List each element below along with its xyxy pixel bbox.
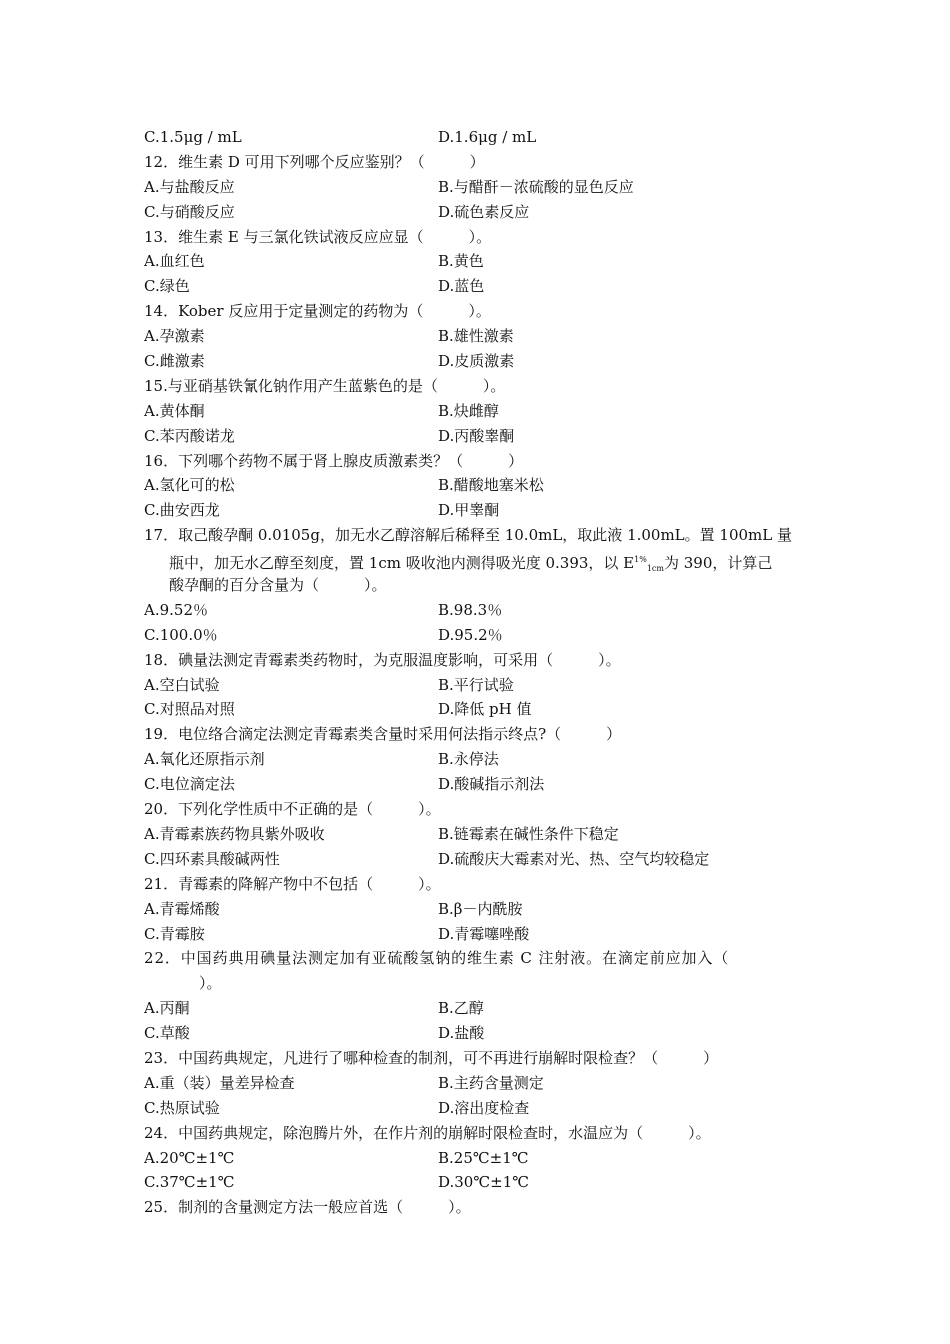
option-d: D.甲睾酮 (438, 501, 500, 520)
option-b: B.主药含量测定 (438, 1073, 544, 1092)
option-row (144, 324, 810, 349)
option-d: D.酸碱指示剂法 (438, 775, 545, 794)
option-a: A.空白试验 (144, 675, 220, 694)
option-d: D.皮质激素 (438, 352, 515, 371)
option-d: D.溶出度检查 (438, 1098, 530, 1117)
option-row (144, 1021, 810, 1046)
option-a: A.黄体酮 (144, 401, 205, 420)
superscript: 1% (634, 555, 647, 565)
question-23-stem: 23．中国药典规定，凡进行了哪种检查的制剂，可不再进行崩解时限检查？（ ） (144, 1048, 719, 1067)
option-row (144, 399, 810, 424)
option-row (144, 249, 810, 274)
option-row (144, 200, 810, 225)
option-row (144, 772, 810, 797)
question-17-stem-line-2 (144, 548, 810, 573)
option-c: C.青霉胺 (144, 924, 205, 943)
question-14-stem: 14．Kober 反应用于定量测定的药物为（ ）。 (144, 302, 491, 321)
option-a: A.20℃±1℃ (144, 1148, 235, 1167)
option-c: C.四环素具酸碱两性 (144, 849, 280, 868)
option-d: D.95.2％ (438, 625, 503, 644)
stem-text: 瓶中，加无水乙醇至刻度，置 1cm 吸收池内测得吸光度 0.393，以 E (169, 554, 635, 573)
option-row (144, 697, 810, 722)
option-c: C.草酸 (144, 1024, 190, 1043)
question-18-stem: 18．碘量法测定青霉素类药物时，为克服温度影响，可采用（ ）。 (144, 650, 621, 669)
option-b: B.醋酸地塞米松 (438, 476, 544, 495)
option-a: A.丙酮 (144, 999, 190, 1018)
option-a: A.血红色 (144, 252, 205, 271)
option-row (144, 1170, 810, 1195)
option-b: B.25℃±1℃ (438, 1148, 529, 1167)
option-c: C.电位滴定法 (144, 775, 235, 794)
option-row (144, 1071, 810, 1096)
option-a: A.9.52％ (144, 600, 208, 619)
option-b: B.平行试验 (438, 675, 514, 694)
question-22-stem-line-2: ）。 (169, 974, 222, 993)
question-15-stem: 15.与亚硝基铁氰化钠作用产生蓝紫色的是（ ）。 (144, 376, 506, 395)
option-c: C.对照品对照 (144, 700, 235, 719)
option-row (144, 747, 810, 772)
option-c: C.100.0％ (144, 625, 218, 644)
option-c: C.37℃±1℃ (144, 1173, 235, 1192)
option-c: C.绿色 (144, 277, 190, 296)
option-b: B.雄性激素 (438, 327, 514, 346)
option-b: B.永停法 (438, 750, 499, 769)
stem-text: 为 390，计算己 (664, 554, 773, 573)
option-a: A.孕激素 (144, 327, 205, 346)
exam-page (144, 125, 810, 1220)
option-a: A.重（装）量差异检查 (144, 1073, 295, 1092)
option-c: C.曲安西龙 (144, 501, 220, 520)
option-row (144, 175, 810, 200)
option-row (144, 623, 810, 648)
option-d: D.硫酸庆大霉素对光、热、空气均较稳定 (438, 849, 710, 868)
option-row (144, 996, 810, 1021)
option-b: B.与醋酐－浓硫酸的显色反应 (438, 177, 634, 196)
option-c: C.雌激素 (144, 352, 205, 371)
option-row (144, 922, 810, 947)
question-13-stem: 13．维生素 E 与三氯化铁试液反应应显（ ）。 (144, 227, 492, 246)
option-d: D.盐酸 (438, 1024, 485, 1043)
option-d: D.丙酸睾酮 (438, 426, 515, 445)
option-b: B.炔雌醇 (438, 401, 499, 420)
option-row (144, 822, 810, 847)
option-b: B.链霉素在碱性条件下稳定 (438, 824, 619, 843)
option-b: B.黄色 (438, 252, 484, 271)
option-a: A.氧化还原指示剂 (144, 750, 265, 769)
question-12-stem: 12．维生素 D 可用下列哪个反应鉴别？（ ） (144, 152, 485, 171)
option-d: D.1.6μg / mL (438, 128, 537, 146)
option-b: B.98.3％ (438, 600, 503, 619)
question-24-stem: 24．中国药典规定，除泡腾片外，在作片剂的崩解时限检查时，水温应为（ ）。 (144, 1123, 711, 1142)
option-row (144, 673, 810, 698)
option-row (144, 349, 810, 374)
option-a: A.与盐酸反应 (144, 177, 235, 196)
question-21-stem: 21．青霉素的降解产物中不包括（ ）。 (144, 874, 441, 893)
option-c: C.与硝酸反应 (144, 202, 235, 221)
subscript: 1cm (646, 564, 664, 574)
option-row (144, 897, 810, 922)
option-row (144, 598, 810, 623)
question-25-stem: 25．制剂的含量测定方法一般应首选（ ）。 (144, 1198, 471, 1217)
question-20-stem: 20．下列化学性质中不正确的是（ ）。 (144, 800, 441, 819)
option-d: D.青霉噻唑酸 (438, 924, 530, 943)
option-d: D.蓝色 (438, 277, 485, 296)
option-d: D.硫色素反应 (438, 202, 530, 221)
option-d: D.降低 pH 值 (438, 700, 532, 719)
question-17-stem-line-3: 酸孕酮的百分含量为（ ）。 (169, 576, 387, 595)
question-17-stem-line-1: 17．取己酸孕酮 0.0105g，加无水乙醇溶解后稀释至 10.0mL，取此液 1.00mL。置 100mL 量 (144, 526, 792, 545)
option-a: A.青霉素族药物具紫外吸收 (144, 824, 325, 843)
option-a: A.氢化可的松 (144, 476, 235, 495)
question-22-stem-line-1: 22．中国药典用碘量法测定加有亚硫酸氢钠的维生素 C 注射液。在滴定前应加入（ (144, 949, 730, 968)
option-row (144, 125, 810, 150)
option-row (144, 473, 810, 498)
option-d: D.30℃±1℃ (438, 1173, 530, 1192)
option-c: C.苯丙酸诺龙 (144, 426, 235, 445)
option-b: B.β－内酰胺 (438, 899, 523, 918)
option-row (144, 1096, 810, 1121)
option-row (144, 274, 810, 299)
option-b: B.乙醇 (438, 999, 484, 1018)
option-row (144, 498, 810, 523)
option-c: C.热原试验 (144, 1098, 220, 1117)
option-row (144, 1146, 810, 1171)
option-c: C.1.5μg / mL (144, 128, 242, 146)
option-row (144, 424, 810, 449)
question-16-stem: 16．下列哪个药物不属于肾上腺皮质激素类？（ ） (144, 451, 524, 470)
option-row (144, 847, 810, 872)
question-19-stem: 19．电位络合滴定法测定青霉素类含量时采用何法指示终点?（ ） (144, 725, 622, 744)
option-a: A.青霉烯酸 (144, 899, 220, 918)
